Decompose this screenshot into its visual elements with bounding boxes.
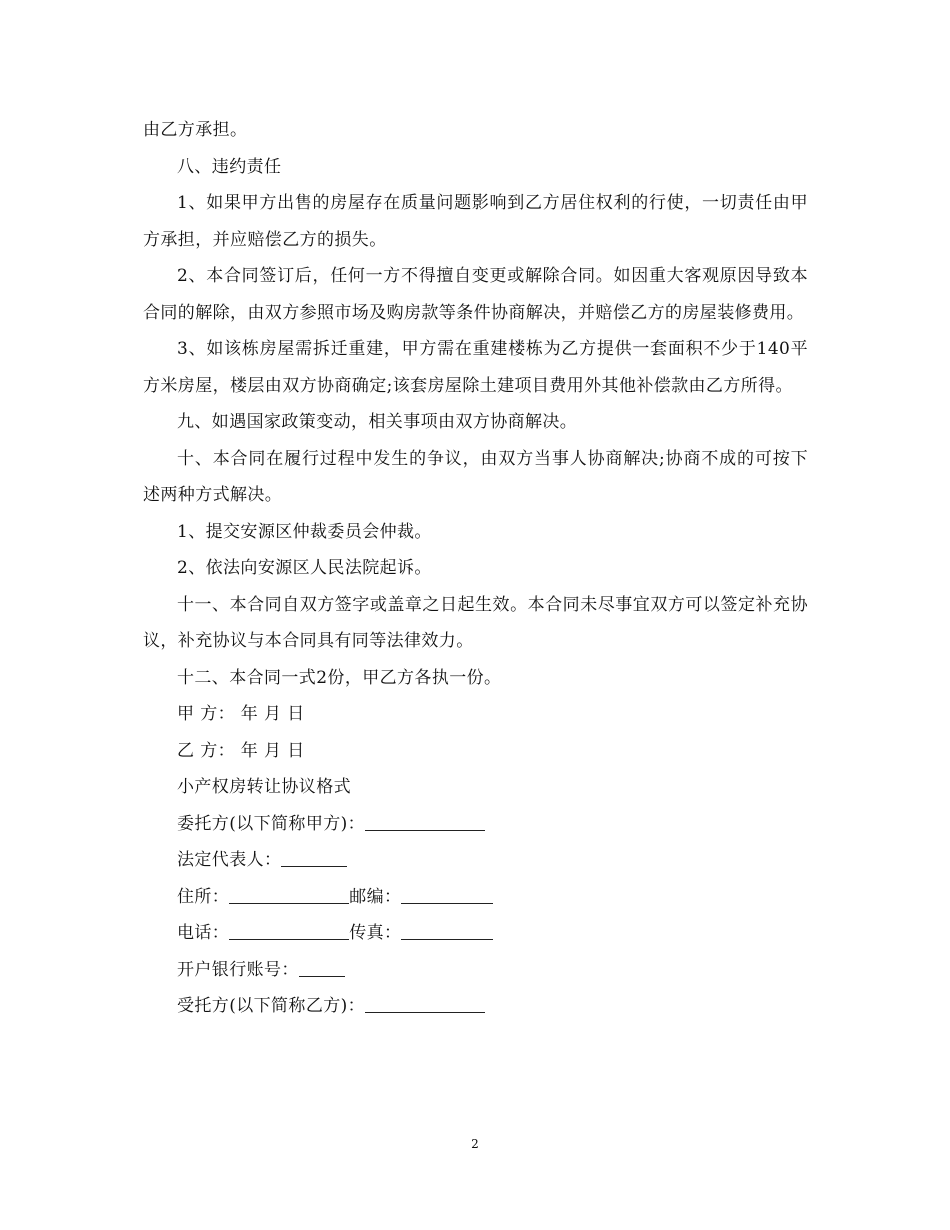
signature-party-b: 乙 方： 年 月 日 — [177, 740, 305, 761]
form-line-legal-rep — [143, 842, 808, 879]
document-body — [143, 112, 808, 1025]
phone-label: 电话： — [177, 923, 230, 943]
form-line-principal — [143, 806, 808, 843]
phone-blank[interactable] — [229, 919, 349, 940]
bank-blank[interactable] — [299, 956, 345, 977]
bank-label: 开户银行账号： — [177, 959, 299, 980]
agent-label: 受托方(以下简称乙方)： — [177, 996, 366, 1016]
fax-label: 传真： — [349, 923, 402, 943]
clause-8-2: 2、本合同签订后，任何一方不得擅自变更或解除合同。如因重大客观原因导致本合同的解除，由双方参照市场及购房款等条件协商解决，并赔偿乙方的房屋装修费用。 — [143, 266, 808, 323]
postcode-blank[interactable] — [401, 883, 493, 904]
legal-rep-label: 法定代表人： — [177, 850, 282, 870]
clause-12: 十二、本合同一式2份，甲乙方各执一份。 — [177, 667, 502, 688]
section-heading-breach: 八、违约责任 — [177, 156, 282, 177]
principal-label: 委托方(以下简称甲方)： — [177, 813, 366, 834]
principal-blank[interactable] — [365, 810, 485, 831]
clause-8-3: 3、如该栋房屋需拆迁重建，甲方需在重建楼栋为乙方提供一套面积不少于140平方米房屋，楼层由双方协商确定;该套房屋除土建项目费用外其他补偿款由乙方所得。 — [143, 339, 808, 396]
signature-party-a: 甲 方： 年 月 日 — [177, 704, 305, 724]
address-label: 住所： — [177, 886, 230, 907]
form-line-bank — [143, 952, 808, 989]
clause-10: 十、本合同在履行过程中发生的争议，由双方当事人协商解决;协商不成的可按下述两种方式解决。 — [143, 448, 808, 505]
fax-blank[interactable] — [401, 919, 493, 940]
legal-rep-blank[interactable] — [281, 846, 347, 867]
form-line-agent — [143, 988, 808, 1025]
paragraph-continuation: 由乙方承担。 — [143, 120, 248, 140]
postcode-label: 邮编： — [349, 886, 402, 907]
clause-8-1: 1、如果甲方出售的房屋存在质量问题影响到乙方居住权利的行使，一切责任由甲方承担，并应赔偿乙方的损失。 — [143, 193, 808, 250]
agent-blank[interactable] — [365, 992, 485, 1013]
agreement-format-title: 小产权房转让协议格式 — [177, 777, 351, 797]
clause-9: 九、如遇国家政策变动，相关事项由双方协商解决。 — [177, 412, 578, 432]
address-blank[interactable] — [229, 883, 349, 904]
form-line-phone — [143, 915, 808, 952]
clause-10-2: 2、依法向安源区人民法院起诉。 — [177, 558, 432, 578]
clause-10-1: 1、提交安源区仲裁委员会仲裁。 — [177, 521, 432, 542]
page-number: 2 — [471, 1137, 479, 1151]
clause-11: 十一、本合同自双方签字或盖章之日起生效。本合同未尽事宜双方可以签定补充协议，补充协议与本合同具有同等法律效力。 — [143, 594, 808, 651]
form-line-address — [143, 879, 808, 916]
